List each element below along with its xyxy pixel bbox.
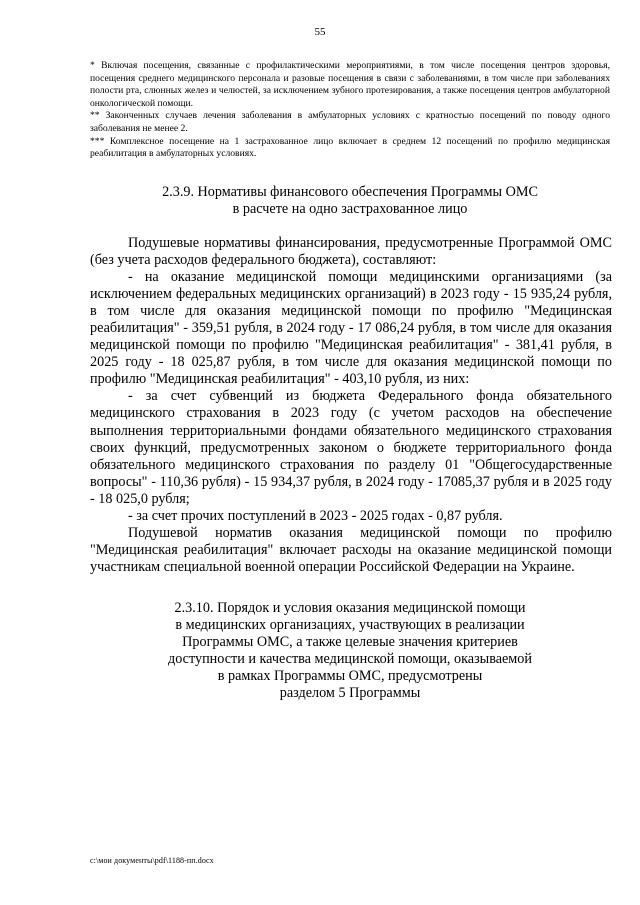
section-title-line: доступности и качества медицинской помощи, оказываемой xyxy=(168,651,532,668)
footnote-1: * Включая посещения, связанные с профилактическими мероприятиями, в том числе посещения центров здоровья, посещения среднего медицинского персонала и разовые посещения в связи с заболеваниями, в том числе при заболеваниях полости рта, слюнных желез и челюстей, за исключением зубного протезирования, а также посещения центров амбулаторной онкологической помощи. xyxy=(90,60,610,109)
section-2-3-9-title xyxy=(90,184,610,218)
paragraph: - на оказание медицинской помощи медицинскими организациями (за исключением федеральных медицинских организаций) в 2023 году - 15 935,24 рубля, в том числе для оказания медицинской помощи по профилю "Медицинская реабилитация" - 359,51 рубля, в 2024 году - 17 086,24 рубля, в том числе для оказания медицинской помощи по профилю "Медицинская реабилитация" - 381,41 рубля, в 2025 году - 18 025,87 рубля, в том числе для оказания медицинской помощи по профилю "Медицинская реабилитация" - 403,10 рубля, из них: xyxy=(90,269,612,388)
section-title-line: 2.3.10. Порядок и условия оказания медицинской помощи xyxy=(174,600,526,616)
page-number: 55 xyxy=(314,26,326,38)
section-title-line: разделом 5 Программы xyxy=(279,685,421,702)
section-title-line: в расчете на одно застрахованное лицо xyxy=(232,201,468,217)
paragraph: Подушевые нормативы финансирования, предусмотренные Программой ОМС (без учета расходов федерального бюджета), составляют: xyxy=(90,235,612,269)
footer-file-path: c:\мои документы\pdf\1188-пп.docx xyxy=(90,856,214,865)
section-title-line: Программы ОМС, а также целевые значения критериев xyxy=(182,634,518,651)
paragraph: Подушевой норматив оказания медицинской помощи по профилю "Медицинская реабилитация" включает расходы на оказание медицинской помощи участникам специальной военной операции Российской Федерации на Украине. xyxy=(90,524,612,575)
paragraph: - за счет субвенций из бюджета Федерального фонда обязательного медицинского страхования в 2023 году (с учетом расходов на обеспечение выполнения территориальными фондами обязательного медицинского страхования своих функций, предусмотренных законом о бюджете территориального фонда обязательного медицинского страхования по разделу 01 "Общегосударственные вопросы" - 110,36 рубля) - 15 934,37 рубля, в 2024 году - 17085,37 рубля и в 2025 году - 18 025,0 рубля; xyxy=(90,388,612,507)
section-title-line: в медицинских организациях, участвующих в реализации xyxy=(175,617,525,634)
footnotes xyxy=(90,60,610,161)
footnote-3: *** Комплексное посещение на 1 застрахованное лицо включает в среднем 12 посещений по профилю медицинская реабилитация в амбулаторных условиях. xyxy=(90,135,610,160)
section-title-line: 2.3.9. Нормативы финансового обеспечения Программы ОМС xyxy=(162,184,538,200)
section-title-line: в рамках Программы ОМС, предусмотрены xyxy=(217,668,483,685)
footnote-2: ** Законченных случаев лечения заболевания в амбулаторных условиях с кратностью посещений по поводу одного заболевания не менее 2. xyxy=(90,110,610,134)
section-2-3-10-title xyxy=(90,600,610,703)
paragraph: - за счет прочих поступлений в 2023 - 2025 годах - 0,87 рубля. xyxy=(128,507,503,524)
body-text xyxy=(90,235,612,576)
